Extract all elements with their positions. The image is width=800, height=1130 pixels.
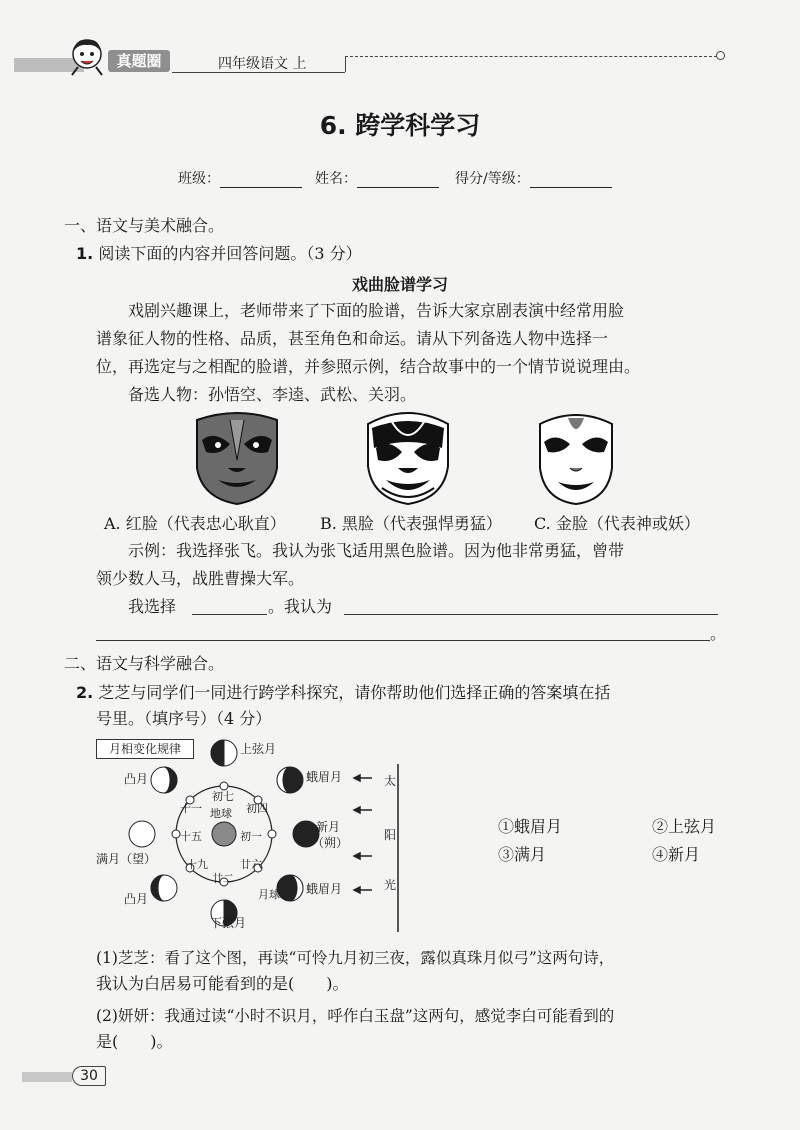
- q1-number: 1.: [76, 244, 94, 263]
- choice-2: ②上弦月: [652, 817, 717, 836]
- sun-char-2: 阳: [384, 828, 397, 842]
- name-blank[interactable]: [357, 172, 439, 188]
- passage-title: 戏曲脸谱学习: [351, 275, 448, 294]
- sub1-line-2[interactable]: 我认为白居易可能看到的是( )。: [96, 974, 349, 993]
- passage-line-1: 戏剧兴趣课上，老师带来了下面的脸谱，告诉大家京剧表演中经常用脸: [128, 301, 625, 320]
- choice-3: ③满月: [498, 845, 547, 864]
- sun-char-1: 太: [384, 774, 397, 788]
- day-niansi: 廿六: [240, 858, 262, 871]
- answer-reason-blank-2[interactable]: [96, 640, 710, 641]
- grade-subtitle: 四年级语文 上: [218, 56, 307, 72]
- passage-line-2: 谱象征人物的性格、品质，甚至角色和命运。请从下列备选人物中选择一: [96, 329, 609, 348]
- class-label: 班级：: [178, 171, 220, 187]
- label-xinyue: 新月: [316, 820, 341, 834]
- label-moon-orbit: 月球: [258, 888, 280, 901]
- answer-choice-blank[interactable]: [192, 614, 267, 615]
- day-nianer: 廿二: [212, 872, 234, 885]
- example-line-2: 领少数人马，战胜曹操大军。: [96, 569, 305, 588]
- option-b: B. 黑脸（代表强悍勇猛）: [320, 514, 502, 533]
- q2-text-1: 芝芝与同学们一同进行跨学科探究，请你帮助他们选择正确的答案填在括: [98, 683, 611, 702]
- question2-line-1: [76, 683, 610, 703]
- class-field[interactable]: [178, 168, 302, 188]
- answer-end-mark: 。: [710, 624, 727, 643]
- day-chuqi: 初七: [212, 790, 234, 803]
- sub2-line-1: (2)妍妍：我通过读“小时不识月，呼作白玉盘”这两句，感觉李白可能看到的: [96, 1007, 615, 1025]
- page-number: 30: [72, 1066, 106, 1086]
- q2-number: 2.: [76, 683, 94, 702]
- candidates-line: 备选人物：孙悟空、李逵、武松、关羽。: [128, 385, 417, 404]
- section1-heading: 一、语文与美术融合。: [64, 216, 225, 235]
- series-badge: 真题圈: [108, 50, 170, 72]
- answer-prefix: 我选择: [128, 597, 177, 616]
- question1: [76, 244, 362, 264]
- passage-line-3: 位，再选定与之相配的脸谱，并参照示例，结合故事中的一个情节说说理由。: [96, 357, 641, 376]
- choice-4: ④新月: [652, 845, 701, 864]
- sub2-line-2[interactable]: 是( )。: [96, 1032, 173, 1051]
- sub1-line-1: (1)芝芝：看了这个图，再读“可怜九月初三夜，露似真珠月似弓”这两句诗，: [96, 949, 615, 967]
- name-field[interactable]: [315, 168, 439, 188]
- header-circle-icon: [716, 51, 725, 60]
- day-shiyi: 十一: [180, 802, 202, 815]
- section2-heading: 二、语文与科学融合。: [64, 654, 225, 673]
- label-tu-bottom: 凸月: [124, 892, 149, 906]
- header-dashed-rule: [345, 56, 717, 57]
- day-chusi: 初四: [246, 802, 268, 815]
- option-c: C. 金脸（代表神或妖）: [534, 514, 700, 533]
- label-earth: 地球: [210, 807, 232, 820]
- label-xiaxian: 下弦月: [210, 916, 247, 930]
- example-line-1: 示例：我选择张飞。我认为张飞适用黑色脸谱。因为他非常勇猛，曾带: [128, 541, 625, 560]
- question2-line-2: 号里。（填序号）（4 分）: [96, 709, 272, 728]
- label-manyue: 满月（望）: [96, 852, 157, 866]
- class-blank[interactable]: [220, 172, 302, 188]
- header-tick: [345, 56, 346, 72]
- label-emei-bottom: 蛾眉月: [306, 882, 343, 896]
- score-field[interactable]: [455, 168, 612, 188]
- day-chuyi: 初一: [240, 830, 262, 843]
- diagram-title: 月相变化规律: [96, 739, 194, 759]
- header-rule: [172, 72, 345, 73]
- black-face-mask-icon: [362, 408, 454, 506]
- answer-reason-blank-1[interactable]: [344, 614, 718, 615]
- score-label: 得分/等级：: [455, 171, 530, 187]
- answer-reason-prefix: 。我认为: [268, 597, 333, 616]
- mascot-icon: [66, 36, 108, 76]
- sun-char-3: 光: [384, 878, 397, 892]
- label-shangxian: 上弦月: [240, 742, 277, 756]
- day-shiwu: 十五: [180, 830, 202, 843]
- option-a: A. 红脸（代表忠心耿直）: [104, 514, 286, 533]
- gold-face-mask-icon: [536, 410, 616, 506]
- choice-1: ①蛾眉月: [498, 817, 563, 836]
- red-face-mask-icon: [192, 410, 282, 506]
- name-label: 姓名：: [315, 171, 357, 187]
- label-tu-top: 凸月: [124, 772, 149, 786]
- page-title: 6. 跨学科学习: [319, 111, 481, 140]
- footer-decor-bar: [22, 1072, 72, 1082]
- label-shuo: （朔）: [312, 836, 349, 850]
- score-blank[interactable]: [530, 172, 612, 188]
- day-shijiu: 十九: [186, 858, 208, 871]
- label-emei-top: 蛾眉月: [306, 770, 343, 784]
- q1-text: 阅读下面的内容并回答问题。（3 分）: [98, 244, 362, 263]
